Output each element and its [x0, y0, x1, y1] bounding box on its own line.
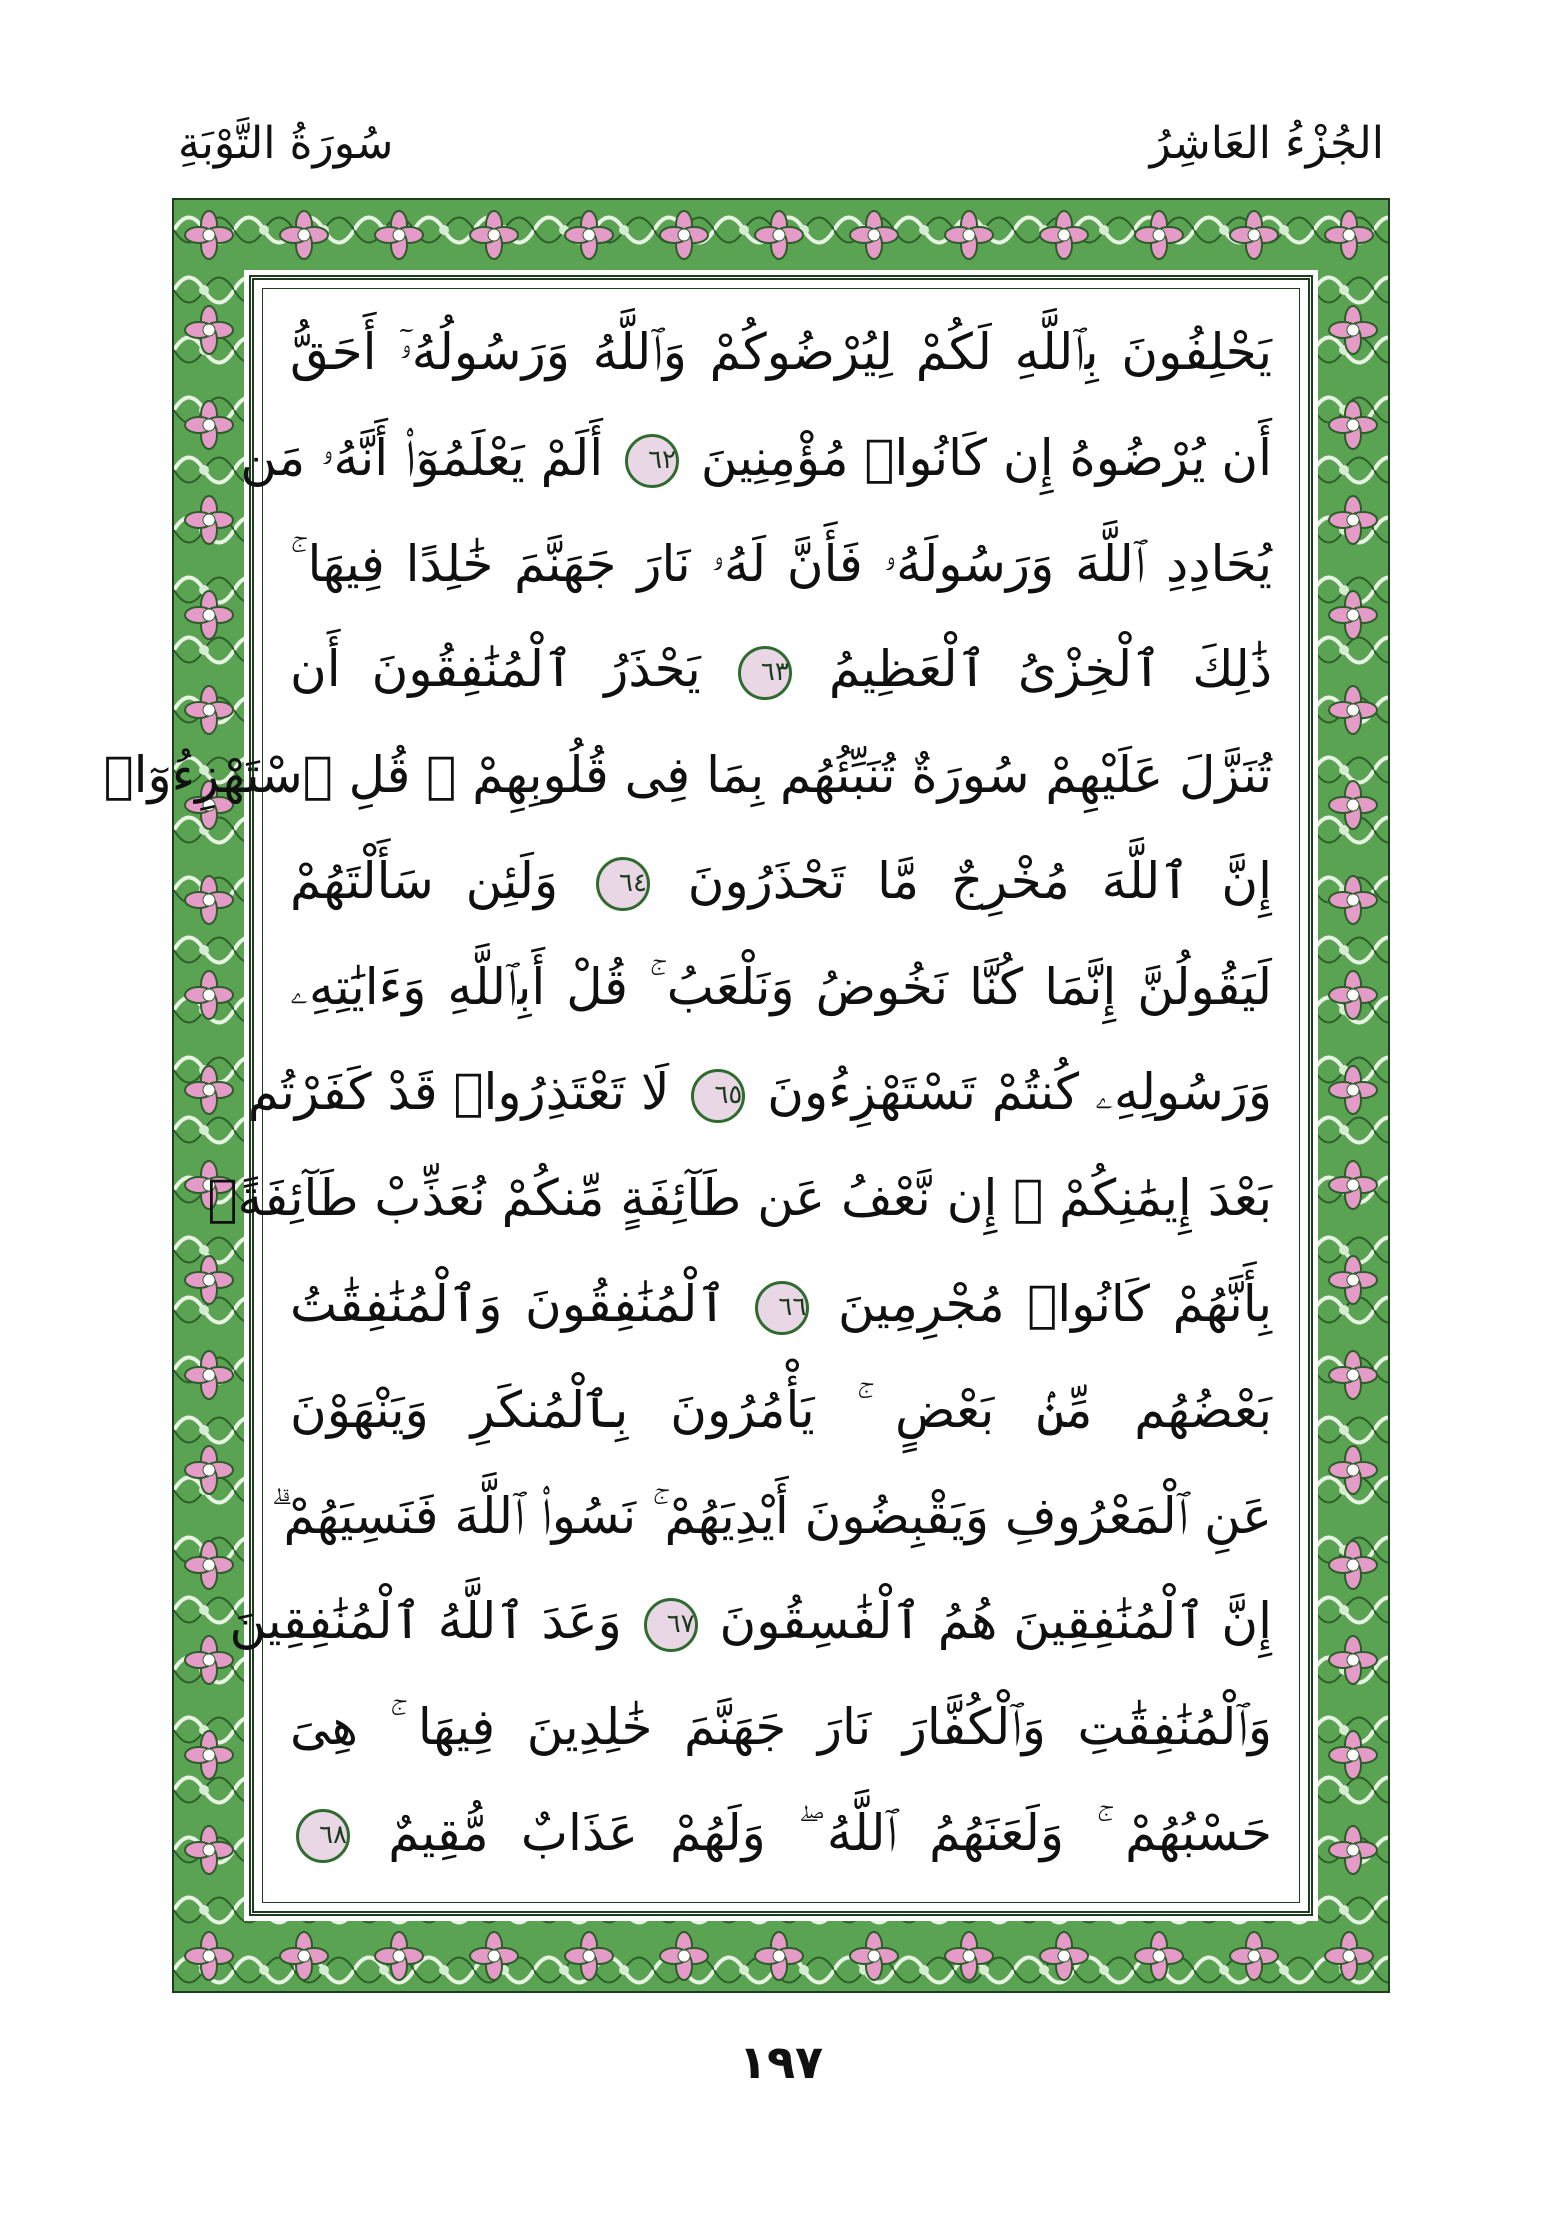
verse-text: ذَٰلِكَ ٱلْخِزْىُ ٱلْعَظِيمُ — [828, 640, 1272, 699]
verse-text: أَلَمْ يَعْلَمُوٓا۟ أَنَّهُۥ مَن — [240, 428, 604, 487]
verse-text: بَعْضُهُم مِّنۢ بَعْضٍ ۚ يَأْمُرُونَ بِٱلْمُنكَرِ وَيَنْهَوْنَ — [290, 1380, 1272, 1439]
verse-line — [240, 420, 1272, 496]
page-header — [178, 118, 1384, 198]
verse-text: بَعْدَ إِيمَٰنِكُمْ ۚ إِن نَّعْفُ عَن طَآئِفَةٍ مِّنكُمْ نُعَذِّبْ طَآئِفَةًۢ — [207, 1169, 1272, 1228]
verse-text: وَلَئِن سَأَلْتَهُمْ — [290, 851, 559, 910]
ornamental-frame — [103, 198, 1390, 1993]
verse-text: عَنِ ٱلْمَعْرُوفِ وَيَقْبِضُونَ أَيْدِيَهُمْ ۚ نَسُوا۟ ٱللَّهَ فَنَسِيَهُمْ ۗ — [270, 1486, 1272, 1545]
verse-line — [247, 1054, 1272, 1130]
verse-text: وَرَسُولِهِۦ كُنتُمْ تَسْتَهْزِءُونَ — [767, 1063, 1272, 1122]
ayah-number-marker: ٦٦ — [755, 1281, 809, 1335]
verse-text: تُنَزَّلَ عَلَيْهِمْ سُورَةٌ تُنَبِّئُهُم بِمَا فِى قُلُوبِهِمْ ۚ قُلِ ٱسْتَهْزِءُوٓا۟ — [103, 746, 1272, 805]
ayah-number-marker: ٦٧ — [644, 1598, 698, 1652]
verse-text: يَحْلِفُونَ بِٱللَّهِ لَكُمْ لِيُرْضُوكُمْ وَٱللَّهُ وَرَسُولُهُۥٓ أَحَقُّ — [290, 323, 1272, 381]
verse-line — [290, 1689, 1272, 1765]
verse-text: ٱلْمُنَٰفِقُونَ وَٱلْمُنَٰفِقَٰتُ — [290, 1275, 727, 1334]
verse-line — [290, 314, 1272, 390]
verse-line — [290, 526, 1272, 602]
surah-title: سُورَةُ التَّوْبَةِ — [178, 118, 394, 169]
verse-text: أَن يُرْضُوهُ إِن كَانُوا۟ مُؤْمِنِينَ — [700, 428, 1272, 487]
verse-text: يَحْذَرُ ٱلْمُنَٰفِقُونَ أَن — [290, 640, 701, 699]
verse-line — [103, 737, 1272, 813]
verse-line — [270, 1478, 1272, 1554]
verse-text: بِأَنَّهُمْ كَانُوا۟ مُجْرِمِينَ — [838, 1275, 1272, 1334]
verse-text: لَيَقُولُنَّ إِنَّمَا كُنَّا نَخُوضُ وَنَلْعَبُ ۚ قُلْ أَبِٱللَّهِ وَءَايَٰتِهِۦ — [290, 957, 1272, 1016]
verse-text: وَعَدَ ٱللَّهُ ٱلْمُنَٰفِقِينَ — [229, 1592, 622, 1651]
ayah-number-marker: ٦٥ — [691, 1069, 745, 1123]
verse-text: يُحَادِدِ ٱللَّهَ وَرَسُولَهُۥ فَأَنَّ لَهُۥ نَارَ جَهَنَّمَ خَٰلِدًا فِيهَا ۚ — [290, 534, 1272, 593]
verse-text: لَا تَعْتَذِرُوا۟ قَدْ كَفَرْتُم — [247, 1063, 670, 1122]
ayah-number-marker: ٦٣ — [738, 646, 792, 700]
text-panel — [103, 275, 1313, 1916]
ayah-number-marker: ٦٨ — [296, 1809, 350, 1863]
verse-text: إِنَّ ٱللَّهَ مُخْرِجٌ مَّا تَحْذَرُونَ — [687, 851, 1272, 910]
verse-line — [290, 949, 1272, 1025]
verse-text: حَسْبُهُمْ ۚ وَلَعَنَهُمُ ٱللَّهُ ۖ وَلَهُمْ عَذَابٌ مُّقِيمٌ — [388, 1803, 1272, 1862]
verse-line — [290, 1266, 1272, 1342]
verse-line — [290, 843, 1272, 919]
verse-line — [290, 1795, 1272, 1871]
page-number: ١٩٧ — [738, 2035, 824, 2089]
juz-title: الجُزْءُ العَاشِرُ — [1149, 118, 1384, 169]
verse-line — [290, 1372, 1272, 1448]
verse-text: وَٱلْمُنَٰفِقَٰتِ وَٱلْكُفَّارَ نَارَ جَهَنَّمَ خَٰلِدِينَ فِيهَا ۚ هِىَ — [290, 1698, 1272, 1757]
ayah-number-marker: ٦٢ — [625, 434, 679, 488]
ayah-number-marker: ٦٤ — [596, 857, 650, 911]
verse-text: إِنَّ ٱلْمُنَٰفِقِينَ هُمُ ٱلْفَٰسِقُونَ — [719, 1592, 1272, 1651]
verse-lines — [103, 314, 1272, 1871]
verse-line — [207, 1160, 1272, 1236]
verse-line — [290, 631, 1272, 707]
verse-line — [229, 1583, 1272, 1659]
